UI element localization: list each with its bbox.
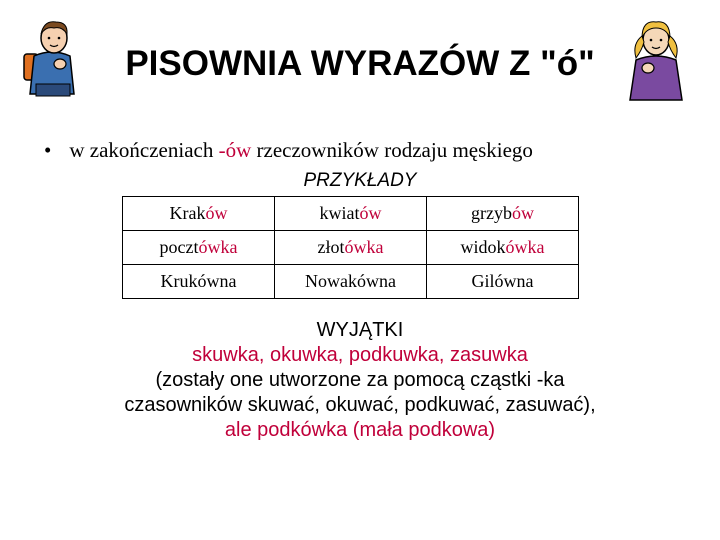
exceptions-block	[0, 318, 720, 443]
table-row	[123, 265, 579, 299]
table-row	[123, 231, 579, 265]
exceptions-note: czasowników skuwać, okuwać, podkuwać, zasuwać),	[124, 394, 596, 416]
table-cell: Kraków	[123, 197, 275, 231]
exceptions-heading: WYJĄTKI	[316, 319, 404, 341]
table-cell: Krukówna	[123, 265, 275, 299]
table-cell: Nowakówna	[275, 265, 427, 299]
exceptions-note: (zostały one utworzone za pomocą cząstki -ka	[155, 369, 565, 391]
exceptions-words: skuwka, okuwka, podkuwka, zasuwka	[192, 344, 528, 366]
rule-ending: -ów	[218, 138, 252, 162]
table-cell: Gilówna	[427, 265, 579, 299]
rule-prefix: w zakończeniach	[69, 138, 219, 162]
table-cell: pocztówka	[123, 231, 275, 265]
examples-label: PRZYKŁADY	[303, 170, 417, 191]
examples-table	[122, 196, 579, 299]
table-cell: widokówka	[427, 231, 579, 265]
table-cell: kwiatów	[275, 197, 427, 231]
table-cell: złotówka	[275, 231, 427, 265]
rule-bullet	[44, 138, 533, 163]
page-title: PISOWNIA WYRAZÓW Z "ó"	[125, 44, 595, 83]
table-row	[123, 197, 579, 231]
exceptions-note-highlight: ale podkówka (mała podkowa)	[224, 419, 496, 441]
rule-suffix: rzeczowników rodzaju męskiego	[251, 138, 533, 162]
bullet-icon: •	[44, 138, 52, 162]
table-cell: grzybów	[427, 197, 579, 231]
